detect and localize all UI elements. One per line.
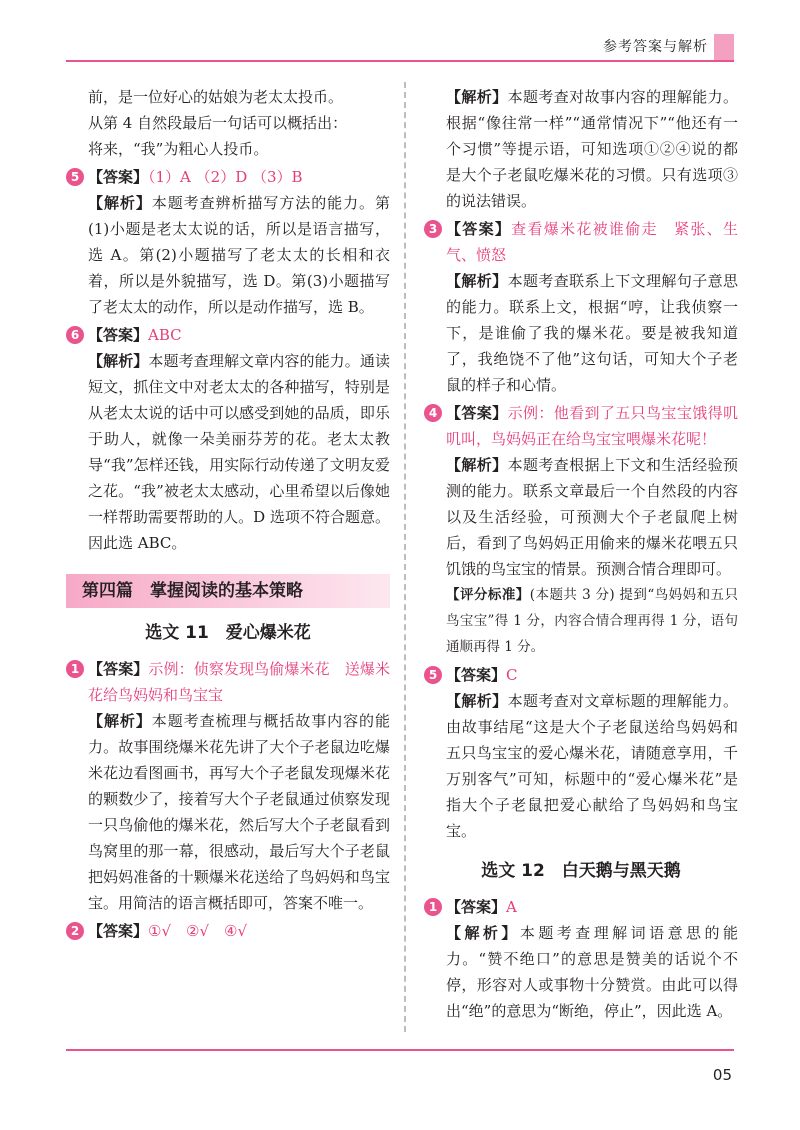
answer-tag: 【答案】 xyxy=(88,168,149,186)
analysis-text: 本题考查对文章标题的理解能力。由故事结尾“这是大个子老鼠送给鸟妈妈和五只鸟宝宝的爱心爆米花，请随意享用，千万别客气”可知，标题中的“爱心爆米花”是指大个子老鼠把爱心献给了鸟妈妈和鸟宝宝。 xyxy=(446,692,738,840)
analysis-tag: 【解析】 xyxy=(88,352,149,370)
answer-block-q5 xyxy=(66,164,390,320)
question-number-badge: 3 xyxy=(424,220,442,238)
question-number-badge: 1 xyxy=(424,898,442,916)
running-header-title: 参考答案与解析 xyxy=(603,39,708,55)
answer-text: C xyxy=(506,666,518,684)
answer-block-q6 xyxy=(66,322,390,556)
analysis-text: 本题考查对故事内容的理解能力。根据“像往常一样”“通常情况下”“他还有一个习惯”等提示语，可知选项①②④说的都是大个子老鼠吃爆米花的习惯。只有选项③的说法错误。 xyxy=(446,88,738,210)
answer-tag: 【答案】 xyxy=(88,922,149,940)
analysis-tag: 【解析】 xyxy=(446,692,508,710)
answer-tag: 【答案】 xyxy=(446,220,512,238)
analysis-tag: 【解析】 xyxy=(446,456,508,474)
answer-text: 示例：侦察发现鸟偷爆米花 送爆米花给鸟妈妈和鸟宝宝 xyxy=(88,660,390,704)
answer-block-s11-q2 xyxy=(66,918,390,944)
answer-tag: 【答案】 xyxy=(88,660,149,678)
analysis-tag: 【解析】 xyxy=(446,88,508,106)
answer-block-s12-q1 xyxy=(424,894,738,1024)
answer-text: A xyxy=(506,898,517,916)
analysis-tag: 【解析】 xyxy=(88,194,152,212)
continued-text xyxy=(66,84,390,162)
answer-tag: 【答案】 xyxy=(446,666,507,684)
answer-text: ①√ ②√ ④√ xyxy=(148,922,248,940)
answer-block-s11-q1 xyxy=(66,656,390,916)
text-line: 从第 4 自然段最后一句话可以概括出： xyxy=(88,114,348,132)
analysis-text: 本题考查联系上下文理解句子意思的能力。联系上文，根据“哼，让我侦察一下，是谁偷了我的爆米花。要是被我知道了，我绝饶不了他”这句话，可知大个子老鼠的样子和心情。 xyxy=(446,272,738,394)
question-number-badge: 1 xyxy=(66,660,84,678)
scoring-text: (本题共 3 分) 提到“鸟妈妈和五只鸟宝宝”得 1 分，内容合情合理再得 1 分，语句通顺再得 1 分。 xyxy=(446,587,739,655)
answer-block-s11-q3 xyxy=(424,216,738,398)
analysis-text: 本题考查梳理与概括故事内容的能力。故事围绕爆米花先讲了大个子老鼠边吃爆米花边看图画书，再写大个子老鼠发现爆米花的颗数少了，接着写大个子老鼠通过侦察发现一只鸟偷他的爆米花，然后写大个子老鼠看到鸟窝里的那一幕，很感动，最后写大个子老鼠把妈妈准备的十颗爆米花送给了鸟妈妈和鸟宝宝。用简洁的语言概括即可，答案不唯一。 xyxy=(88,712,390,912)
question-number-badge: 5 xyxy=(424,666,442,684)
analysis-tag: 【解析】 xyxy=(88,712,152,730)
page-number: 05 xyxy=(712,1066,732,1084)
section-heading: 第四篇 掌握阅读的基本策略 xyxy=(66,574,390,608)
header-rule xyxy=(66,60,734,62)
analysis-tag: 【解析】 xyxy=(446,924,520,942)
question-number-badge: 6 xyxy=(66,326,84,344)
scoring-tag: 【评分标准】 xyxy=(446,587,530,603)
answer-text: 示例：他看到了五只鸟宝宝饿得叽叽叫，鸟妈妈正在给鸟宝宝喂爆米花呢！ xyxy=(446,404,738,448)
answer-text: ABC xyxy=(148,326,182,344)
answer-block-s11-q4 xyxy=(424,400,738,660)
answer-text: 查看爆米花被谁偷走 紧张、生气、愤怒 xyxy=(446,220,738,264)
passage-title: 选文 12 白天鹅与黑天鹅 xyxy=(481,861,681,881)
answer-tag: 【答案】 xyxy=(446,404,508,422)
analysis-tag: 【解析】 xyxy=(446,272,508,290)
analysis-text: 本题考查辨析描写方法的能力。第(1)小题是老太太说的话，所以是语言描写，选 A。第(2)小题描写了老太太的长相和衣着，所以是外貌描写，选 D。第(3)小题描写了老太太的动作，所以是动作描写，选 B。 xyxy=(88,194,390,316)
question-number-badge: 5 xyxy=(66,168,84,186)
footer-rule xyxy=(66,1049,734,1051)
answer-tag: 【答案】 xyxy=(88,326,149,344)
column-divider xyxy=(404,82,406,1032)
answer-text: （1）A （2）D （3）B xyxy=(148,168,303,186)
right-column xyxy=(424,84,738,1024)
question-number-badge: 4 xyxy=(424,404,442,422)
question-number-badge: 2 xyxy=(66,922,84,940)
analysis-text: 本题考查理解文章内容的能力。通读短文，抓住文中对老太太的各种描写，特别是从老太太说的话中可以感受到她的品质，即乐于助人，就像一朵美丽芬芳的花。老太太教导“我”怎样还钱，用实际行动传递了文明友爱之花。“我”被老太太感动，心里希望以后像她一样帮助需要帮助的人。D 选项不符合题意。因此选 ABC。 xyxy=(88,352,390,552)
text-line: 前，是一位好心的姑娘为老太太投币。 xyxy=(88,88,344,106)
left-column xyxy=(66,84,390,944)
passage-title: 选文 11 爱心爆米花 xyxy=(145,623,311,643)
answer-block-s11-q5 xyxy=(424,662,738,844)
analysis-block-s11-q2 xyxy=(424,84,738,214)
analysis-text: 本题考查理解词语意思的能力。“赞不绝口”的意思是赞美的话说个不停，形容对人或事物十分赞赏。由此可以得出“绝”的意思为“断绝，停止”，因此选 A。 xyxy=(446,924,738,1020)
answer-tag: 【答案】 xyxy=(446,898,507,916)
text-line: 将来，“我”为粗心人投币。 xyxy=(88,140,269,158)
analysis-text: 本题考查根据上下文和生活经验预测的能力。联系文章最后一个自然段的内容以及生活经验，可预测大个子老鼠爬上树后，看到了鸟妈妈正用偷来的爆米花喂五只饥饿的鸟宝宝的情景。预测合情合理即可。 xyxy=(446,456,738,578)
header-tab-decoration xyxy=(714,34,734,60)
